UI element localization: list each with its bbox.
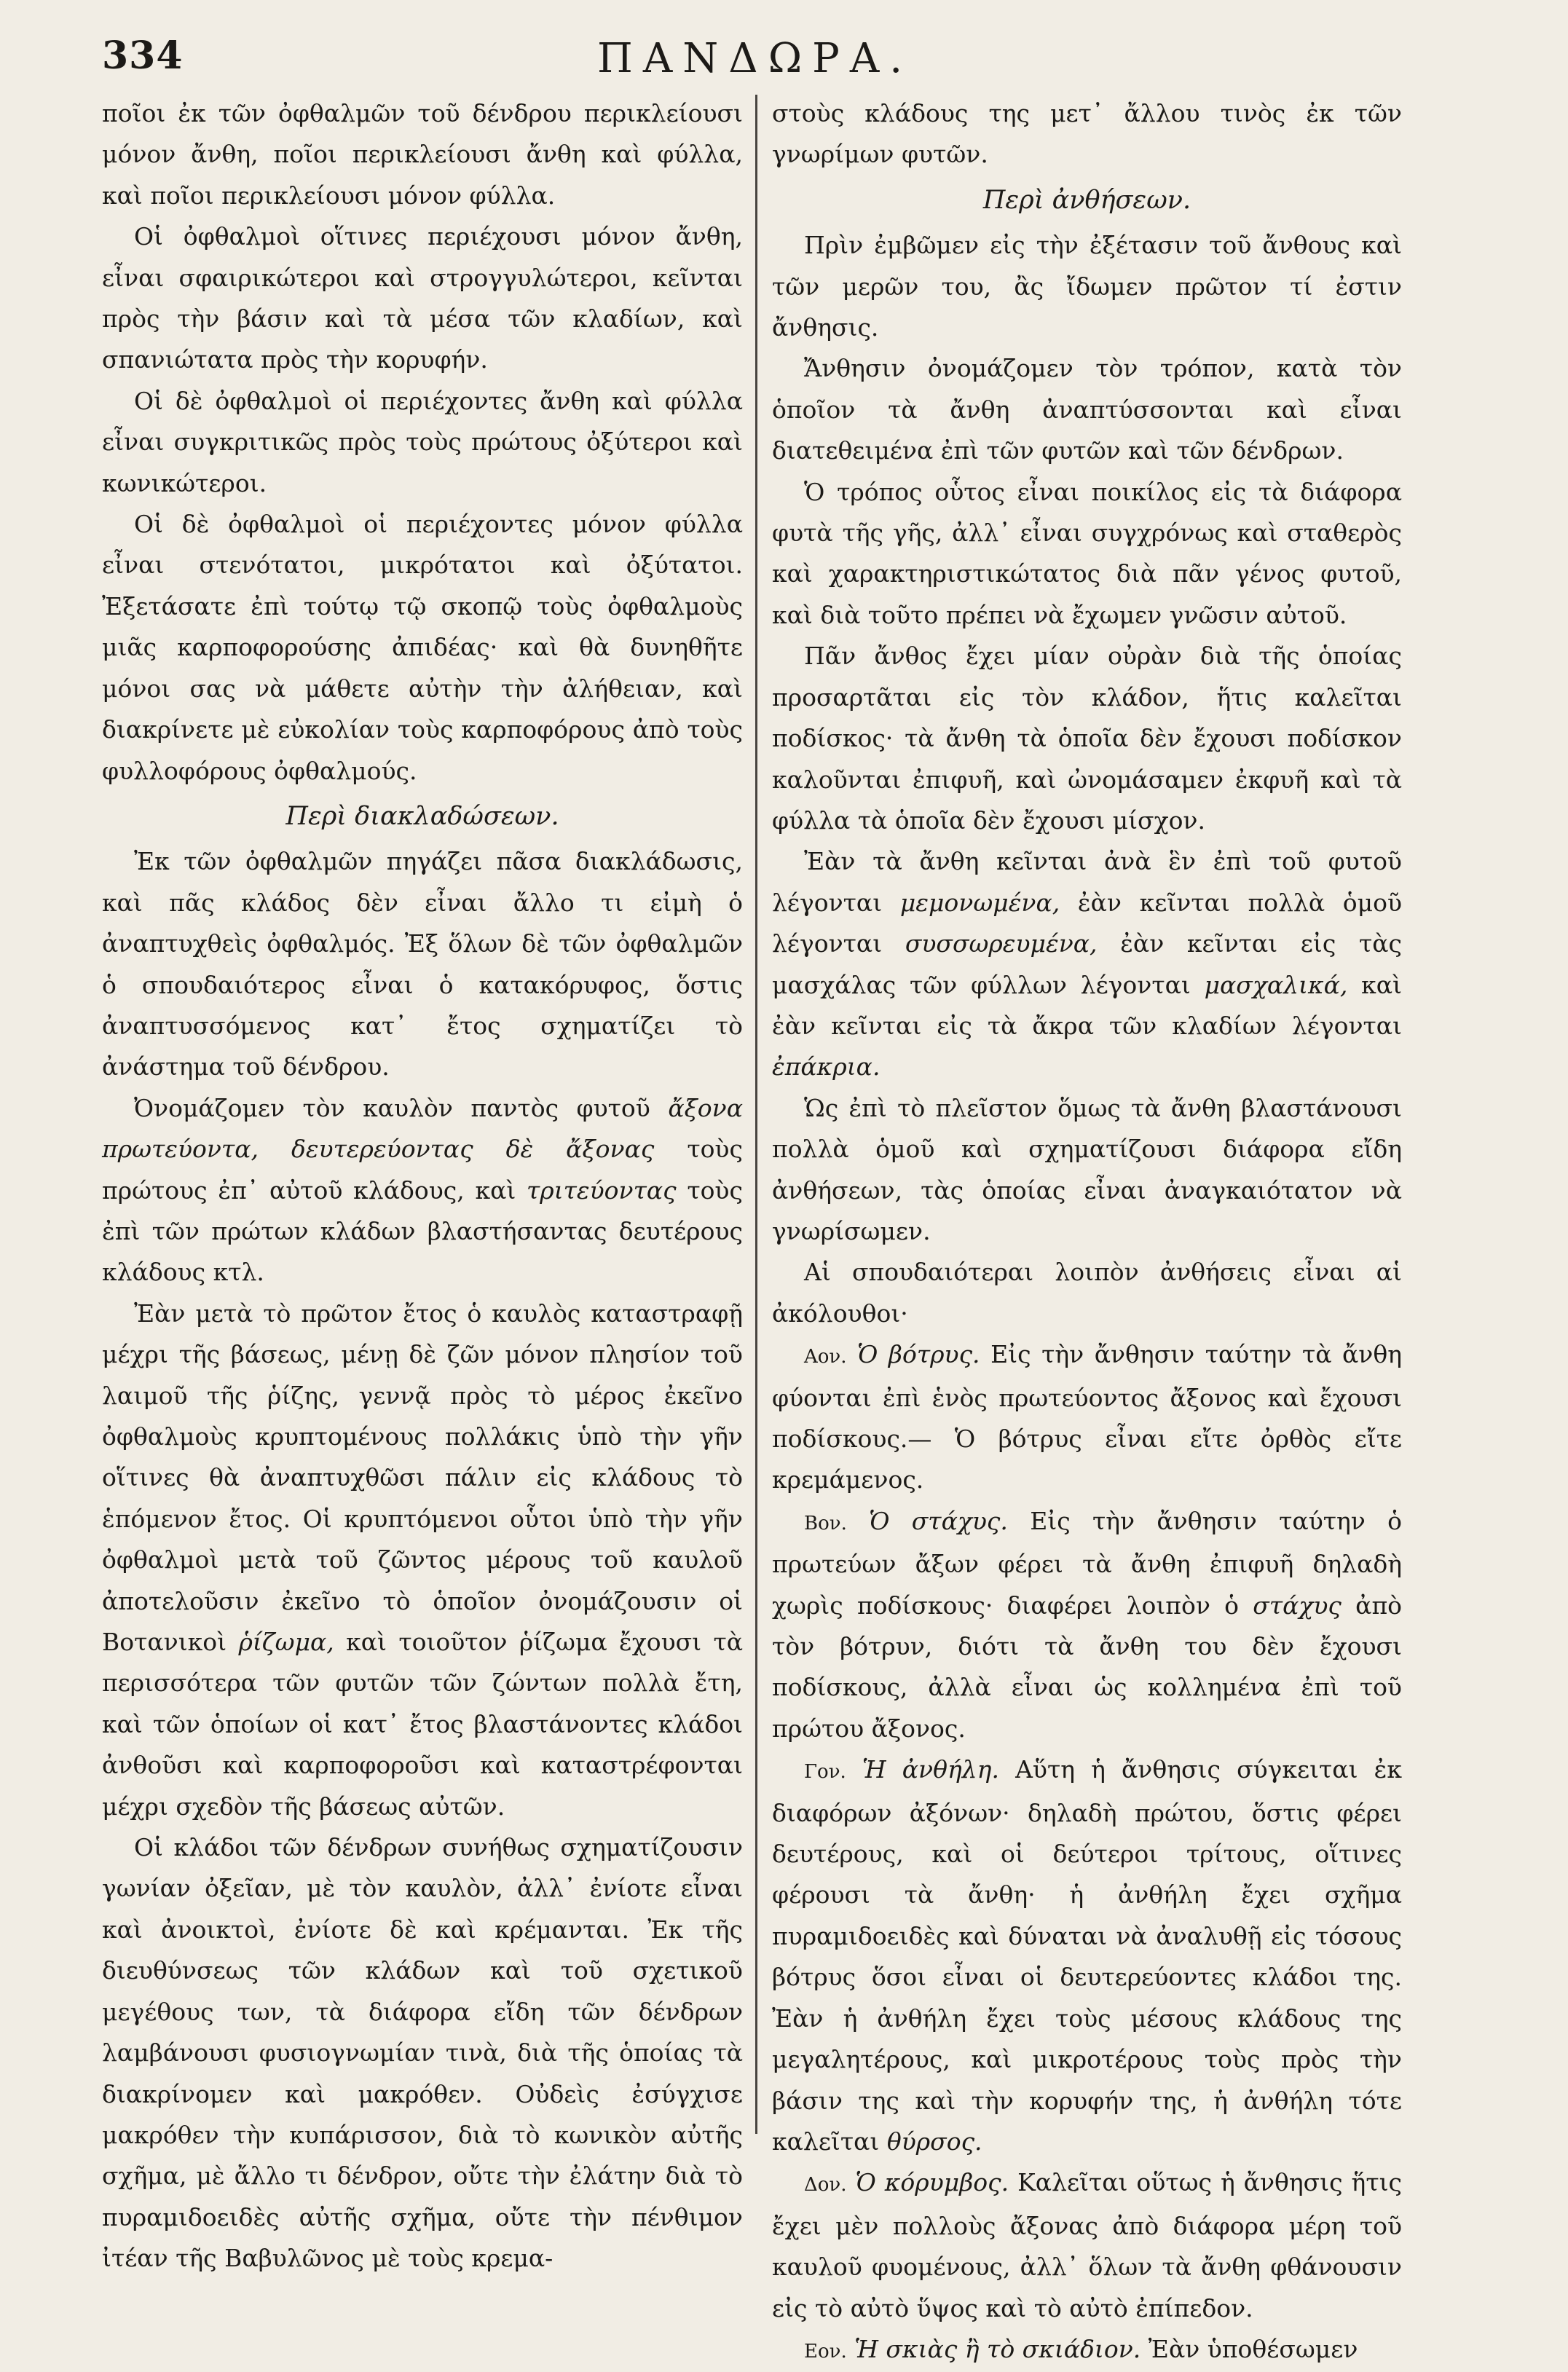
paragraph: στοὺς κλάδους της μετ᾽ ἄλλου τινὸς ἐκ τῶν γνωρίμων φυτῶν. [772, 99, 1402, 169]
paragraph: Οἱ κλάδοι τῶν δένδρων συνήθως σχηματίζουσιν γωνίαν ὀξεῖαν, μὲ τὸν καυλὸν, ἀλλ᾽ ἐνίοτε εἶναι καὶ ἀνοικτοὶ, ἐνίοτε δὲ καὶ κρέμανται. Ἐκ τῆς διευθύνσεως τῶν κλάδων καὶ τοῦ σχετικοῦ μεγέθους των, τὰ διάφορα εἴδη τῶν δένδρων λαμβάνουσι φυσιογνωμίαν τινὰ, διὰ τῆς ὁποίας τὰ διακρίνομεν καὶ μακρόθεν. Οὐδεὶς ἐσύγχισε μακρόθεν τὴν κυπάρισσον, διὰ τὸ κωνικὸν αὐτῆς σχῆμα, μὲ ἄλλο τι δένδρον, οὔτε τὴν ἐλάτην διὰ τὸ πυραμιδοειδὲς αὐτῆς σχῆμα, οὔτε τὴν πένθιμον ἰτέαν τῆς Βαβυλῶνος μὲ τοὺς κρεμα- [102, 1833, 743, 2273]
paragraph: Οἱ ὀφθαλμοὶ οἵτινες περιέχουσι μόνον ἄνθη, εἶναι σφαιρικώτεροι καὶ στρογγυλώτεροι, κεῖνται πρὸς τὴν βάσιν καὶ τὰ μέσα τῶν κλαδίων, καὶ σπανιώτατα πρὸς τὴν κορυφήν. [102, 222, 743, 374]
text-run: ἐὰν κεῖνται εἰς τὰς μασχάλας τῶν φύλλων λέγονται [772, 929, 1402, 999]
term-italic: θύρσος. [886, 2127, 982, 2156]
text-run: Εἰς τὴν ἄνθησιν ταύτην τὰ ἄνθη φύονται ἐπὶ ἑνὸς πρωτεύοντος ἄξονος καὶ ἔχουσι ποδίσκους.— Ὁ βότρυς εἶναι εἴτε ὀρθὸς εἴτε κρεμάμενος. [772, 1340, 1402, 1494]
term-italic: ἐπάκρια. [772, 1052, 880, 1081]
entry-ordinal: Εον. [804, 2340, 847, 2363]
text-run: ἀπὸ τὸν βότρυν, διότι τὰ ἄνθη του δὲν ἔχουσι ποδίσκους, ἀλλὰ εἶναι ὡς κολλημένα ἐπὶ τοῦ πρώτου ἄξονος. [772, 1591, 1402, 1743]
section-heading: Περὶ διακλαδώσεων. [285, 801, 559, 831]
inflorescence-entry [772, 1749, 1402, 2162]
paragraph: Πρὶν ἐμβῶμεν εἰς τὴν ἐξέτασιν τοῦ ἄνθους καὶ τῶν μερῶν του, ἂς ἴδωμεν πρῶτον τί ἐστιν ἄνθησις. [772, 231, 1402, 342]
text-run: Ἐὰν τὰ ἄνθη κεῖνται ἀνὰ ἓν ἐπὶ τοῦ φυτοῦ λέγονται [772, 847, 1402, 917]
text-run: Αὕτη ἡ ἄνθησις σύγκειται ἐκ διαφόρων ἀξόνων· δηλαδὴ πρώτου, ὅστις φέρει δευτέρους, καὶ οἱ δεύτεροι τρίτους, οἵτινες φέρουσι τὰ ἄνθη· ἡ ἀνθήλη ἔχει σχῆμα πυραμιδοειδὲς καὶ δύναται νὰ ἀναλυθῇ εἰς τόσους βότρυς ὅσοι εἶναι οἱ δευτερεύοντες κλάδοι της. Ἐὰν ἡ ἀνθήλη ἔχει τοὺς μέσους κλάδους της μεγαλητέρους, καὶ μικροτέρους τοὺς πρὸς τὴν βάσιν της καὶ τὴν κορυφήν της, ἡ ἀνθήλη τότε καλεῖται [772, 1755, 1402, 2156]
term-italic: Ἡ σκιὰς ἢ τὸ σκιάδιον. [854, 2334, 1141, 2363]
text-run: καὶ τοιοῦτον ῥίζωμα ἔχουσι τὰ περισσότερα τῶν φυτῶν τῶν ζώντων πολλὰ ἔτη, καὶ τῶν ὁποίων οἱ κατ᾽ ἔτος βλαστάνοντες κλάδοι ἀνθοῦσι καὶ καρποφοροῦσι καὶ καταστρέφονται μέχρι σχεδὸν τῆς βάσεως αὐτῶν. [102, 1628, 743, 1821]
inflorescence-entry [772, 2162, 1402, 2329]
paragraph: Ἐκ τῶν ὀφθαλμῶν πηγάζει πᾶσα διακλάδωσις, καὶ πᾶς κλάδος δὲν εἶναι ἄλλο τι εἰμὴ ὁ ἀναπτυχθεὶς ὀφθαλμός. Ἐξ ὅλων δὲ τῶν ὀφθαλμῶν ὁ σπουδαιότερος εἶναι ὁ κατακόρυφος, ὅστις ἀναπτυσσόμενος κατ᾽ ἔτος σχηματίζει τὸ ἀνάστημα τοῦ δένδρου. [102, 847, 743, 1081]
entry-ordinal: Γον. [804, 1761, 846, 1784]
paragraph: Οἱ δὲ ὀφθαλμοὶ οἱ περιέχοντες ἄνθη καὶ φύλλα εἶναι συγκριτικῶς πρὸς τοὺς πρώτους ὀξύτεροι καὶ κωνικώτεροι. [102, 386, 743, 497]
text-run: Ὀνομάζομεν τὸν καυλὸν παντὸς φυτοῦ [134, 1093, 650, 1122]
left-column [102, 93, 743, 2280]
text-run: Εἰς τὴν ἄνθησιν ταύτην ὁ πρωτεύων ἄξων φέρει τὰ ἄνθη ἐπιφυῆ δηλαδὴ χωρὶς ποδίσκους· διαφέρει λοιπὸν ὁ [772, 1506, 1402, 1620]
term-italic: ἄξονα πρωτεύοντα, δευτερεύοντας δὲ ἄξονας [102, 1093, 743, 1164]
term-italic: στάχυς [1253, 1591, 1342, 1620]
paragraph [772, 841, 1402, 1087]
page-number: 334 [102, 34, 184, 78]
text-run: καὶ ἐὰν κεῖνται εἰς τὰ ἄκρα τῶν κλαδίων λέγονται [772, 970, 1402, 1040]
paragraph: Οἱ δὲ ὀφθαλμοὶ οἱ περιέχοντες μόνον φύλλα εἶναι στενότατοι, μικρότατοι καὶ ὀξύτατοι. Ἐξετάσατε ἐπὶ τούτῳ τῷ σκοπῷ τοὺς ὀφθαλμοὺς μιᾶς καρποφορούσης ἀπιδέας· καὶ θὰ δυνηθῆτε μόνοι σας νὰ μάθετε αὐτὴν τὴν ἀλήθειαν, καὶ διακρίνετε μὲ εὐκολίαν τοὺς καρποφόρους ἀπὸ τοὺς φυλλοφόρους ὀφθαλμούς. [102, 510, 743, 785]
text-run: ἐὰν κεῖνται πολλὰ ὁμοῦ λέγονται [772, 888, 1403, 958]
term-italic: Ὁ κόρυμβος. [855, 2168, 1009, 2197]
paragraph: Ὁ τρόπος οὗτος εἶναι ποικίλος εἰς τὰ διάφορα φυτὰ τῆς γῆς, ἀλλ᾽ εἶναι συγχρόνως καὶ σταθερὸς καὶ χαρακτηριστικώτατος διὰ πᾶν γένος φυτοῦ, καὶ διὰ τοῦτο πρέπει νὰ ἔχωμεν γνῶσιν αὐτοῦ. [772, 477, 1402, 629]
inflorescence-entry [772, 2329, 1402, 2372]
text-run: Ἐὰν μετὰ τὸ πρῶτον ἔτος ὁ καυλὸς καταστραφῇ μέχρι τῆς βάσεως, μένῃ δὲ ζῶν μόνον πλησίον τοῦ λαιμοῦ τῆς ῥίζης, γεννᾷ πρὸς τὸ μέρος ἐκεῖνο ὀφθαλμοὺς κρυπτομένους πολλάκις ὑπὸ τὴν γῆν οἵτινες θὰ ἀναπτυχθῶσι πάλιν εἰς κλάδους τὸ ἑπόμενον ἔτος. Οἱ κρυπτόμενοι οὗτοι ὑπὸ τὴν γῆν ὀφθαλμοὶ μετὰ τοῦ ζῶντος μέρους τοῦ καυλοῦ ἀποτελοῦσιν ἐκεῖνο τὸ ὁποῖον ὀνομάζουσιν οἱ Βοτανικοὶ [102, 1299, 743, 1657]
text-run: τοὺς πρώτους ἐπ᾽ αὐτοῦ κλάδους, καὶ [102, 1135, 743, 1205]
paragraph: Ἄνθησιν ὀνομάζομεν τὸν τρόπον, κατὰ τὸν ὁποῖον τὰ ἄνθη ἀναπτύσσονται καὶ εἶναι διατεθειμένα ἐπὶ τῶν φυτῶν καὶ τῶν δένδρων. [772, 354, 1402, 465]
paragraph [102, 1293, 743, 1827]
paragraph: Αἱ σπουδαιότεραι λοιπὸν ἀνθήσεις εἶναι αἱ ἀκόλουθοι· [772, 1258, 1402, 1328]
paragraph: ποῖοι ἐκ τῶν ὀφθαλμῶν τοῦ δένδρου περικλείουσι μόνον ἄνθη, ποῖοι περικλείουσι ἄνθη καὶ φύλλα, καὶ ποῖοι περικλείουσι μόνον φύλλα. [102, 99, 743, 210]
entry-ordinal: Αον. [804, 1346, 847, 1368]
term-italic: ῥίζωμα, [238, 1628, 334, 1657]
term-italic: μασχαλικά, [1204, 970, 1348, 999]
entry-ordinal: Δον. [804, 2174, 847, 2196]
paragraph: Πᾶν ἄνθος ἔχει μίαν οὐρὰν διὰ τῆς ὁποίας προσαρτᾶται εἰς τὸν κλάδον, ἥτις καλεῖται ποδίσκος· τὰ ἄνθη τὰ ὁποῖα δὲν ἔχουσι ποδίσκον καλοῦνται ἐπιφυῆ, καὶ ὠνομάσαμεν ἐκφυῆ καὶ τὰ φύλλα τὰ ὁποῖα δὲν ἔχουσι μίσχον. [772, 642, 1402, 835]
inflorescence-entry [772, 1501, 1402, 1749]
right-column [772, 93, 1402, 2372]
term-italic: Ὁ βότρυς. [857, 1340, 980, 1369]
column-divider [755, 95, 757, 2134]
inflorescence-entry [772, 1334, 1402, 1501]
text-run: τοὺς ἐπὶ τῶν πρώτων κλάδων βλαστήσαντας δευτέρους κλάδους κτλ. [102, 1175, 743, 1287]
term-italic: Ὁ στάχυς. [869, 1506, 1008, 1535]
section-heading: Περὶ ἀνθήσεων. [982, 185, 1191, 215]
paragraph: Ὡς ἐπὶ τὸ πλεῖστον ὅμως τὰ ἄνθη βλαστάνουσι πολλὰ ὁμοῦ καὶ σχηματίζουσι διάφορα εἴδη ἀνθήσεων, τὰς ὁποίας εἶναι ἀναγκαιότατον νὰ γνωρίσωμεν. [772, 1093, 1402, 1245]
text-run: Καλεῖται οὕτως ἡ ἄνθησις ἥτις ἔχει μὲν πολλοὺς ἄξονας ἀπὸ διάφορα μέρη τοῦ καυλοῦ φυομένους, ἀλλ᾽ ὅλων τὰ ἄνθη φθάνουσιν εἰς τὸ αὐτὸ ὕψος καὶ τὸ αὐτὸ ἐπίπεδον. [772, 2168, 1403, 2322]
term-italic: συσσωρευμένα, [905, 929, 1098, 958]
running-title: ΠΑΝΔΩΡΑ. [597, 35, 913, 82]
entry-ordinal: Βον. [804, 1512, 847, 1534]
term-italic: τριτεύοντας [527, 1175, 677, 1205]
paragraph [102, 1088, 743, 1293]
text-run: Ἐὰν ὑποθέσωμεν [1148, 2334, 1358, 2363]
term-italic: Ἡ ἀνθήλη. [862, 1755, 999, 1784]
term-italic: μεμονωμένα, [899, 888, 1060, 917]
